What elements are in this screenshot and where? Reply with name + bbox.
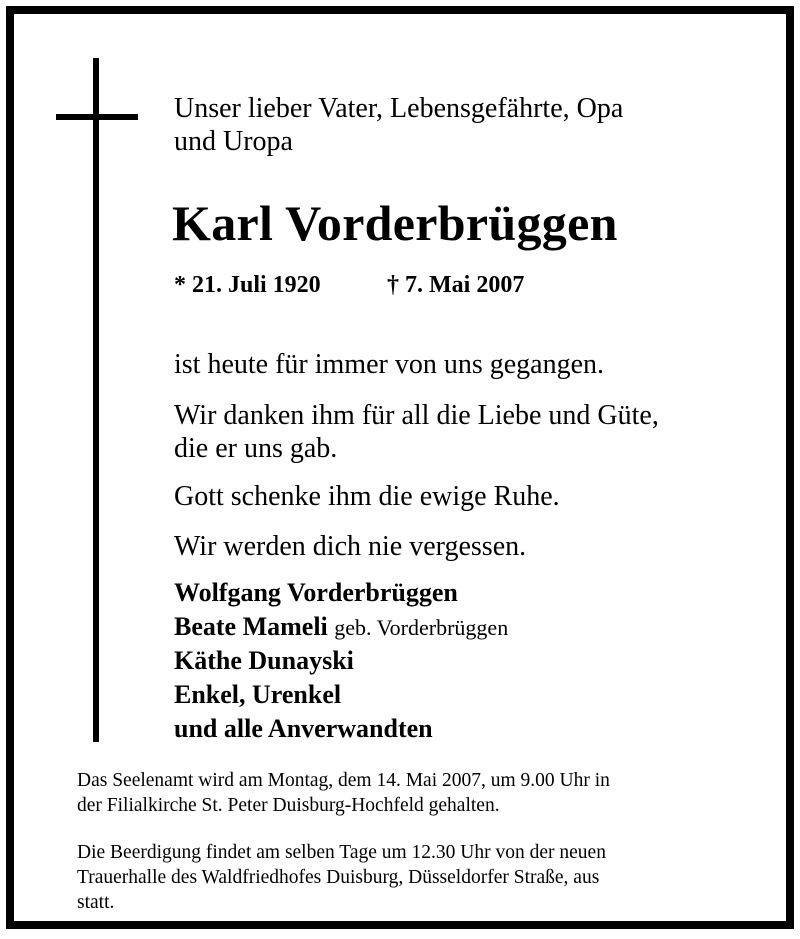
family-member-1: Wolfgang Vorderbrüggen [174, 578, 458, 607]
family-member-2 [174, 612, 508, 642]
obituary-notice [6, 6, 794, 929]
family-member-5: und alle Anverwandten [174, 714, 433, 743]
paragraph-2-line-1: Wir danken ihm für all die Liebe und Güte, [174, 400, 659, 431]
service-info [77, 768, 610, 818]
intro-text [174, 92, 623, 158]
family-member-2-note: geb. Vorderbrüggen [334, 615, 509, 640]
burial-info [77, 840, 606, 915]
paragraph-1: ist heute für immer von uns gegangen. [174, 349, 605, 380]
burial-line-1: Die Beerdigung findet am selben Tage um 12.30 Uhr von der neuen [77, 842, 606, 863]
paragraph-2 [174, 399, 659, 465]
death-date: † 7. Mai 2007 [387, 272, 525, 298]
birth-date: * 21. Juli 1920 [174, 272, 321, 298]
paragraph-3: Gott schenke ihm die ewige Ruhe. [174, 481, 560, 512]
family-member-4: Enkel, Urenkel [174, 680, 342, 709]
burial-line-3: statt. [77, 892, 115, 913]
service-line-2: der Filialkirche St. Peter Duisburg-Hochfeld gehalten. [77, 795, 500, 816]
intro-line-2: und Uropa [174, 126, 293, 157]
deceased-name: Karl Vorderbrüggen [172, 195, 618, 251]
family-member-3: Käthe Dunayski [174, 646, 354, 675]
burial-line-2: Trauerhalle des Waldfriedhofes Duisburg, Düsseldorfer Straße, aus [77, 867, 600, 888]
paragraph-4: Wir werden dich nie vergessen. [174, 531, 527, 562]
service-line-1: Das Seelenamt wird am Montag, dem 14. Mai 2007, um 9.00 Uhr in [77, 770, 610, 791]
cross-icon-horizontal [56, 114, 138, 120]
family-member-2-name: Beate Mameli [174, 612, 328, 641]
intro-line-1: Unser lieber Vater, Lebensgefährte, Opa [174, 93, 624, 124]
paragraph-2-line-2: die er uns gab. [174, 433, 338, 464]
cross-icon-vertical [93, 58, 99, 742]
